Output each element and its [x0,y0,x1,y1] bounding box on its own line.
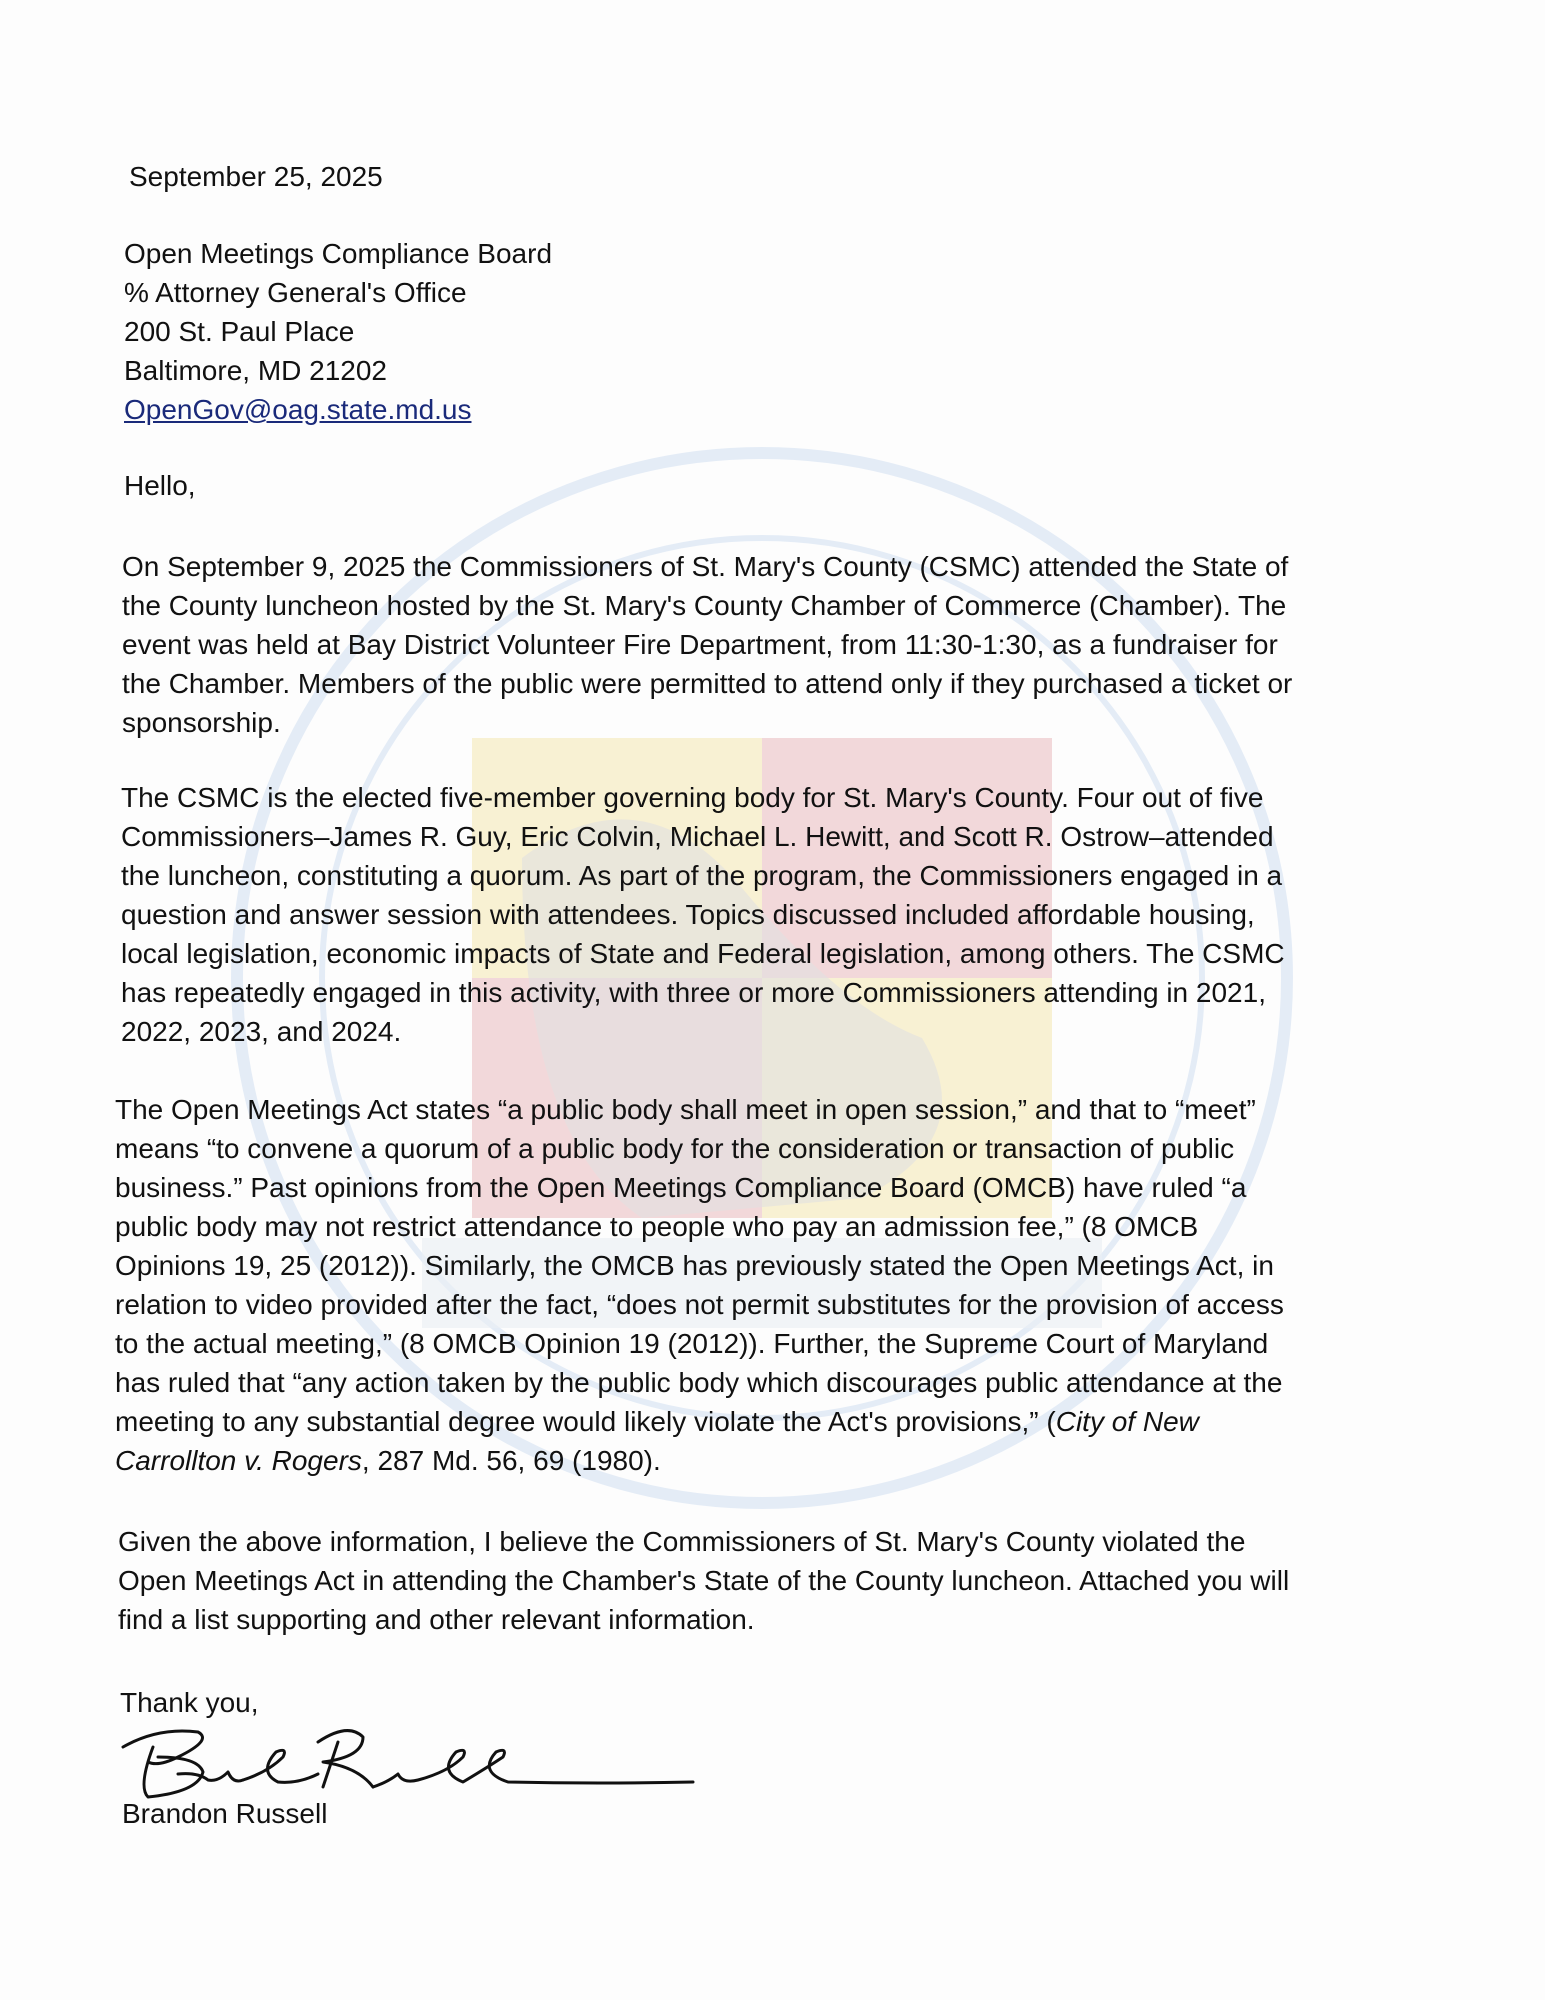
recipient-email-link[interactable]: OpenGov@oag.state.md.us [124,394,472,425]
text-line: the County luncheon hosted by the St. Mary's County Chamber of Commerce (Chamber). The [122,590,1287,621]
greeting: Hello, [124,470,196,501]
text-line: 2022, 2023, and 2024. [121,1016,402,1047]
text-line: relation to video provided after the fact, “does not permit substitutes for the provision of access [115,1289,1284,1320]
paragraph-1 [122,547,1292,742]
text-line: Given the above information, I believe the Commissioners of St. Mary's County violated the [118,1526,1246,1557]
recipient-line: Open Meetings Compliance Board [124,238,553,269]
text-line: sponsorship. [122,707,281,738]
text-line: find a list supporting and other relevant information. [118,1604,755,1635]
paragraph-2 [121,778,1285,1051]
recipient-line: Baltimore, MD 21202 [124,355,388,386]
letter-date: September 25, 2025 [129,161,383,192]
text-line: has repeatedly engaged in this activity, with three or more Commissioners attending in 2021, [121,977,1266,1008]
paragraph-4 [118,1522,1289,1639]
recipient-address [124,234,552,429]
text-line: Commissioners–James R. Guy, Eric Colvin, Michael L. Hewitt, and Scott R. Ostrow–attended [121,821,1274,852]
text-line: question and answer session with attendees. Topics discussed included affordable housing, [121,899,1255,930]
case-citation: City of New [1055,1406,1199,1437]
text-line: On September 9, 2025 the Commissioners of St. Mary's County (CSMC) attended the State of [122,551,1289,582]
text-line: has ruled that “any action taken by the public body which discourages public attendance at the [115,1367,1283,1398]
text-line: the Chamber. Members of the public were permitted to attend only if they purchased a ticket or [122,668,1293,699]
text-line: to the actual meeting,” (8 OMCB Opinion 19 (2012)). Further, the Supreme Court of Maryland [115,1328,1269,1359]
text-line: public body may not restrict attendance to people who pay an admission fee,” (8 OMCB [115,1211,1199,1242]
text-line: The Open Meetings Act states “a public body shall meet in open session,” and that to “meet” [115,1094,1256,1125]
recipient-line: % Attorney General's Office [124,277,467,308]
text-line [115,1441,1284,1480]
text-line: the luncheon, constituting a quorum. As part of the program, the Commissioners engaged in a [121,860,1283,891]
paragraph-3 [115,1090,1284,1480]
text-segment: meeting to any substantial degree would likely violate the Act's provisions,” ( [115,1406,1056,1437]
case-citation: Carrollton v. Rogers [115,1445,362,1476]
signer-name: Brandon Russell [122,1798,328,1829]
text-line: local legislation, economic impacts of State and Federal legislation, among others. The CSMC [121,938,1285,969]
recipient-line: 200 St. Paul Place [124,316,355,347]
text-segment: , 287 Md. 56, 69 (1980). [361,1445,661,1476]
text-line: Opinions 19, 25 (2012)). Similarly, the OMCB has previously stated the Open Meetings Act, in [115,1250,1274,1281]
text-line: business.” Past opinions from the Open Meetings Compliance Board (OMCB) have ruled “a [115,1172,1247,1203]
text-line: The CSMC is the elected five-member governing body for St. Mary's County. Four out of five [121,782,1264,813]
text-line: means “to convene a quorum of a public body for the consideration or transaction of public [115,1133,1235,1164]
text-line: Open Meetings Act in attending the Chamber's State of the County luncheon. Attached you will [118,1565,1290,1596]
text-line: event was held at Bay District Volunteer Fire Department, from 11:30-1:30, as a fundraiser for [122,629,1278,660]
text-line [115,1402,1284,1441]
closing: Thank you, [120,1687,259,1718]
